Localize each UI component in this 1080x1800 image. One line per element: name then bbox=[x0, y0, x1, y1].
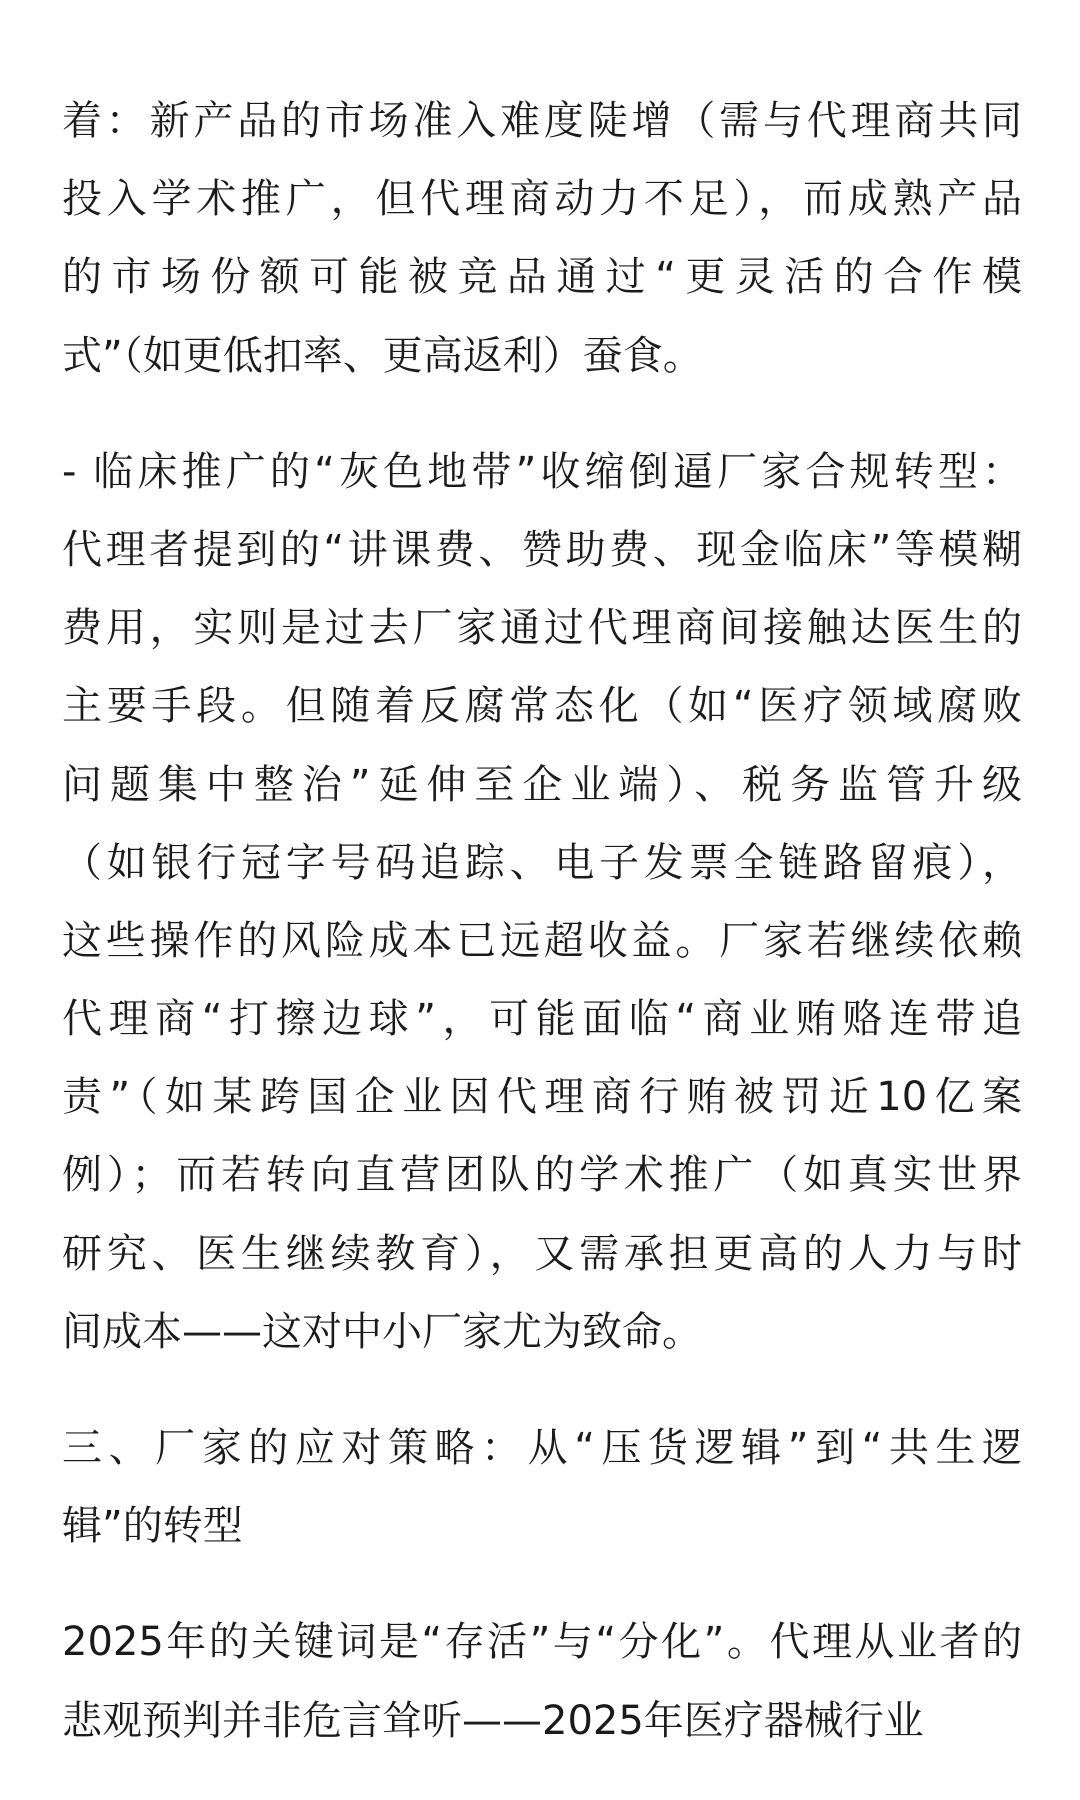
text-line: 辑”的转型 bbox=[62, 1503, 243, 1550]
text-line: 费用，实则是过去厂家通过代理商间接触达医生的 bbox=[62, 605, 1022, 652]
text-line: 2025年的关键词是“存活”与“分化”。代理从业者的 bbox=[62, 1619, 1022, 1666]
article-body bbox=[62, 82, 1022, 1760]
text-line: 间成本——这对中小厂家尤为致命。 bbox=[62, 1308, 702, 1355]
text-line: 研究、医生继续教育），又需承担更高的人力与时 bbox=[62, 1230, 1022, 1277]
text-line: （如银行冠字号码追踪、电子发票全链路留痕）， bbox=[62, 839, 1022, 886]
paragraph-market-share bbox=[62, 82, 1022, 395]
text-line: 悲观预判并非危言耸听——2025年医疗器械行业 bbox=[62, 1697, 924, 1744]
text-line: 这些操作的风险成本已远超收益。厂家若继续依赖 bbox=[62, 917, 1022, 964]
section-heading bbox=[62, 1409, 1022, 1565]
paragraph-gray-zone bbox=[62, 433, 1022, 1371]
text-line: 问题集中整治”延伸至企业端）、税务监管升级 bbox=[62, 761, 1022, 808]
text-line: 例）；而若转向直营团队的学术推广（如真实世界 bbox=[62, 1152, 1022, 1199]
text-line: 责”（如某跨国企业因代理商行贿被罚近10亿案 bbox=[62, 1074, 1022, 1121]
text-line: 三、厂家的应对策略：从“压货逻辑”到“共生逻 bbox=[62, 1425, 1022, 1471]
paragraph-gap bbox=[62, 395, 1022, 433]
text-line: 的市场份额可能被竞品通过“更灵活的合作模 bbox=[62, 254, 1022, 301]
paragraph-gap bbox=[62, 1565, 1022, 1603]
text-line: 代理者提到的“讲课费、赞助费、现金临床”等模糊 bbox=[62, 526, 1022, 573]
text-line: 代理商“打擦边球”，可能面临“商业贿赂连带追 bbox=[62, 996, 1022, 1043]
text-line: 着：新产品的市场准入难度陡增（需与代理商共同 bbox=[62, 98, 1022, 144]
text-line: 主要手段。但随着反腐常态化（如“医疗领域腐败 bbox=[62, 683, 1022, 730]
paragraph-2025-keywords bbox=[62, 1603, 1022, 1759]
paragraph-gap bbox=[62, 1371, 1022, 1409]
text-line: - 临床推广的“灰色地带”收缩倒逼厂家合规转型： bbox=[62, 448, 1022, 495]
text-line: 投入学术推广，但代理商动力不足），而成熟产品 bbox=[62, 176, 1022, 223]
text-line: 式”（如更低扣率、更高返利）蚕食。 bbox=[62, 332, 703, 379]
